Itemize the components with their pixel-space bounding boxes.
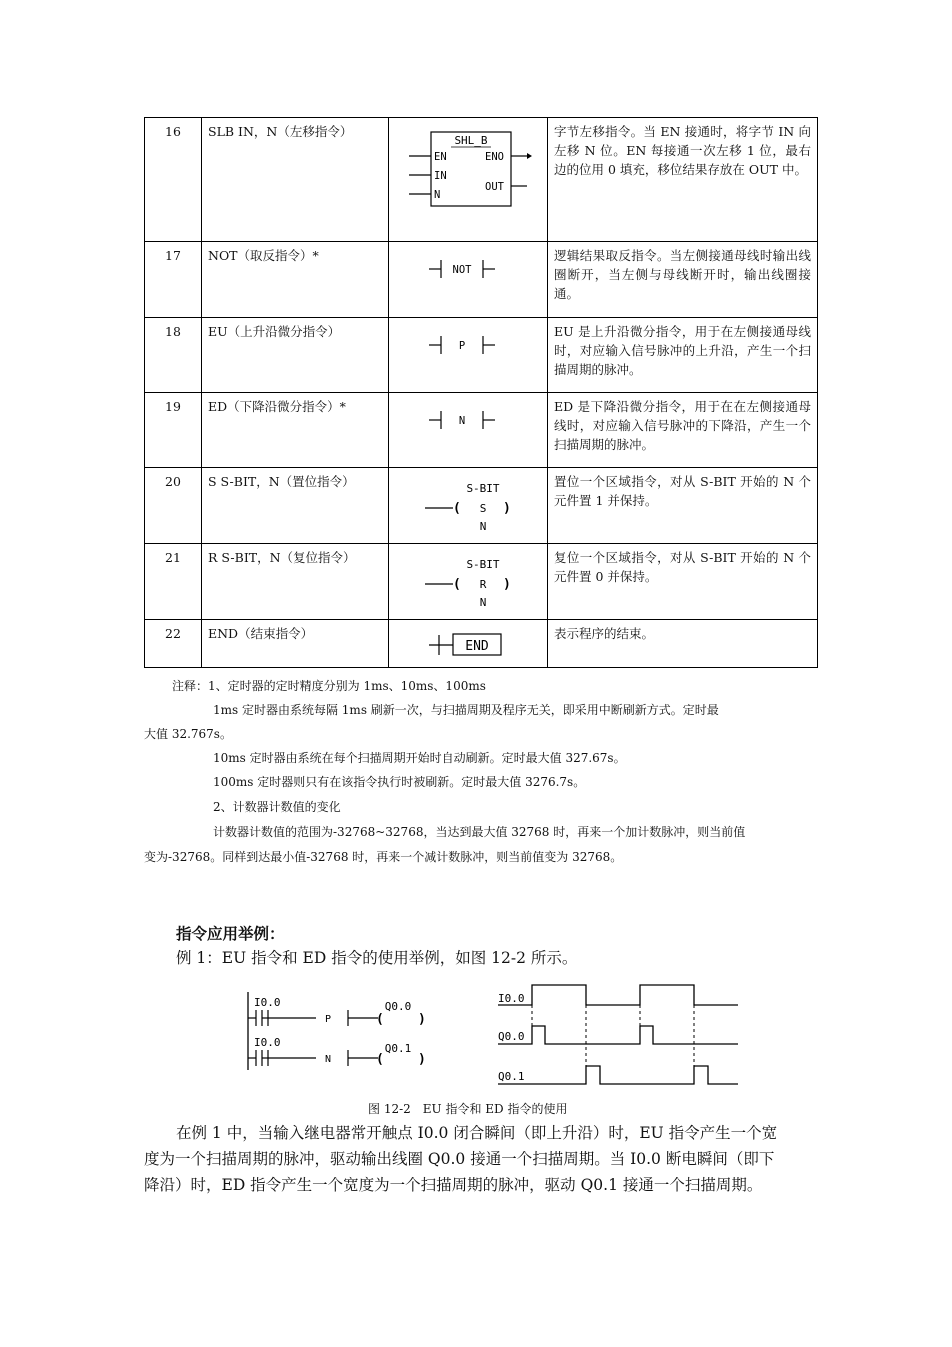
n-count-label: N xyxy=(479,596,487,609)
svg-text:): ) xyxy=(418,1012,426,1027)
note-line: 100ms 定时器则只有在该指令执行时被刷新。定时最大值 3276.7s。 xyxy=(213,775,586,789)
edge-label: P xyxy=(324,1014,332,1025)
note-line: 10ms 定时器由系统在每个扫描周期开始时自动刷新。定时最大值 327.67s。 xyxy=(213,751,626,765)
paragraph-line: 在例 1 中，当输入继电器常开触点 I0.0 闭合瞬间（即上升沿）时，EU 指令产生一个宽 xyxy=(176,1124,778,1142)
out-pin-label: OUT xyxy=(485,181,504,193)
note-line: 大值 32.767s。 xyxy=(144,727,232,741)
symbol-cell xyxy=(389,620,548,668)
en-pin-label: EN xyxy=(434,151,447,163)
table-row xyxy=(145,318,818,393)
instruction-description: 置位一个区域指令，对从 S-BIT 开始的 N 个元件置 1 并保持。 xyxy=(548,468,818,544)
svg-text:): ) xyxy=(503,501,511,516)
svg-text:(: ( xyxy=(376,1052,384,1067)
set-coil-symbol xyxy=(389,468,535,540)
row-number: 22 xyxy=(145,620,202,668)
row-number: 17 xyxy=(145,242,202,318)
instruction-name: NOT（取反指令）* xyxy=(202,242,389,318)
box-title: SHL_B xyxy=(454,134,488,147)
svg-text:(: ( xyxy=(453,577,461,592)
instruction-table xyxy=(144,117,818,668)
ladder-diagram xyxy=(240,990,450,1075)
n-count-label: N xyxy=(479,520,487,533)
reset-coil-symbol xyxy=(389,544,535,616)
instruction-description: ED 是下降沿微分指令，用于在在左侧接通母线时，对应输入信号脉冲的下降沿，产生一个扫描周期的脉冲。 xyxy=(548,393,818,468)
instruction-description: EU 是上升沿微分指令，用于在左侧接通母线时，对应输入信号脉冲的上升沿，产生一个扫描周期的脉冲。 xyxy=(548,318,818,393)
instruction-description: 复位一个区域指令，对从 S-BIT 开始的 N 个元件置 0 并保持。 xyxy=(548,544,818,620)
s-bit-label: S-BIT xyxy=(466,558,500,571)
symbol-cell xyxy=(389,242,548,318)
end-box-symbol xyxy=(389,620,535,666)
svg-text:(: ( xyxy=(453,501,461,516)
row-number: 19 xyxy=(145,393,202,468)
table-row xyxy=(145,468,818,544)
instruction-name: EU（上升沿微分指令） xyxy=(202,318,389,393)
r-label: R xyxy=(479,578,487,591)
note-line: 注释：1、定时器的定时精度分别为 1ms、10ms、100ms xyxy=(172,679,486,693)
table-row xyxy=(145,393,818,468)
instruction-description: 表示程序的结束。 xyxy=(548,620,818,668)
signal-label: I0.0 xyxy=(498,992,525,1005)
table-row xyxy=(145,118,818,242)
svg-text:): ) xyxy=(418,1052,426,1067)
instruction-name: SLB IN，N（左移指令） xyxy=(202,118,389,242)
not-label: NOT xyxy=(452,264,472,276)
contact-label: I0.0 xyxy=(254,996,281,1009)
svg-text:): ) xyxy=(503,577,511,592)
n-pin-label: N xyxy=(434,189,441,201)
example-line: 例 1：EU 指令和 ED 指令的使用举例，如图 12-2 所示。 xyxy=(176,949,578,967)
rising-edge-contact-symbol xyxy=(389,318,535,390)
section-heading: 指令应用举例： xyxy=(176,924,285,943)
table-row xyxy=(145,242,818,318)
instruction-name: END（结束指令） xyxy=(202,620,389,668)
in-pin-label: IN xyxy=(434,170,447,182)
figure-caption: 图 12-2 EU 指令和 ED 指令的使用 xyxy=(368,1102,568,1116)
s-bit-label: S-BIT xyxy=(466,482,500,495)
timing-diagram xyxy=(492,980,744,1090)
falling-edge-contact-symbol xyxy=(389,393,535,465)
not-contact-symbol xyxy=(389,242,535,314)
symbol-cell xyxy=(389,318,548,393)
instruction-name: R S-BIT，N（复位指令） xyxy=(202,544,389,620)
table-row xyxy=(145,544,818,620)
paragraph-line: 降沿）时，ED 指令产生一个宽度为一个扫描周期的脉冲，驱动 Q0.1 接通一个扫描周期。 xyxy=(144,1176,763,1194)
instruction-name: ED（下降沿微分指令）* xyxy=(202,393,389,468)
symbol-cell xyxy=(389,393,548,468)
shl-b-box-symbol xyxy=(389,118,535,238)
end-label: END xyxy=(465,639,489,654)
signal-label: Q0.1 xyxy=(498,1070,525,1083)
signal-label: Q0.0 xyxy=(498,1030,525,1043)
n-label: N xyxy=(458,415,466,427)
p-label: P xyxy=(458,340,466,352)
paragraph-line: 度为一个扫描周期的脉冲，驱动输出线圈 Q0.0 接通一个扫描周期。当 I0.0 断电瞬间（即下 xyxy=(144,1150,775,1168)
row-number: 18 xyxy=(145,318,202,393)
svg-text:(: ( xyxy=(376,1012,384,1027)
contact-label: I0.0 xyxy=(254,1036,281,1049)
note-line: 变为-32768。同样到达最小值-32768 时，再来一个减计数脉冲，则当前值变为 32768。 xyxy=(144,850,623,864)
note-line: 计数器计数值的范围为-32768~32768，当达到最大值 32768 时，再来一个加计数脉冲，则当前值 xyxy=(213,825,746,839)
row-number: 21 xyxy=(145,544,202,620)
symbol-cell xyxy=(389,118,548,242)
coil-label: Q0.0 xyxy=(384,1000,412,1013)
eno-pin-label: ENO xyxy=(485,151,504,163)
instruction-name: S S-BIT，N（置位指令） xyxy=(202,468,389,544)
symbol-cell xyxy=(389,468,548,544)
table-row xyxy=(145,620,818,668)
instruction-description: 逻辑结果取反指令。当左侧接通母线时输出线圈断开，当左侧与母线断开时，输出线圈接通。 xyxy=(548,242,818,318)
symbol-cell xyxy=(389,544,548,620)
edge-label: N xyxy=(324,1054,332,1065)
row-number: 16 xyxy=(145,118,202,242)
s-label: S xyxy=(479,502,487,515)
note-line: 1ms 定时器由系统每隔 1ms 刷新一次，与扫描周期及程序无关，即采用中断刷新方式。定时最 xyxy=(213,703,719,717)
instruction-description: 字节左移指令。当 EN 接通时，将字节 IN 向左移 N 位。EN 每接通一次左移 1 位，最右边的位用 0 填充，移位结果存放在 OUT 中。 xyxy=(548,118,818,242)
coil-label: Q0.1 xyxy=(384,1042,412,1055)
note-line: 2、计数器计数值的变化 xyxy=(213,800,341,814)
row-number: 20 xyxy=(145,468,202,544)
